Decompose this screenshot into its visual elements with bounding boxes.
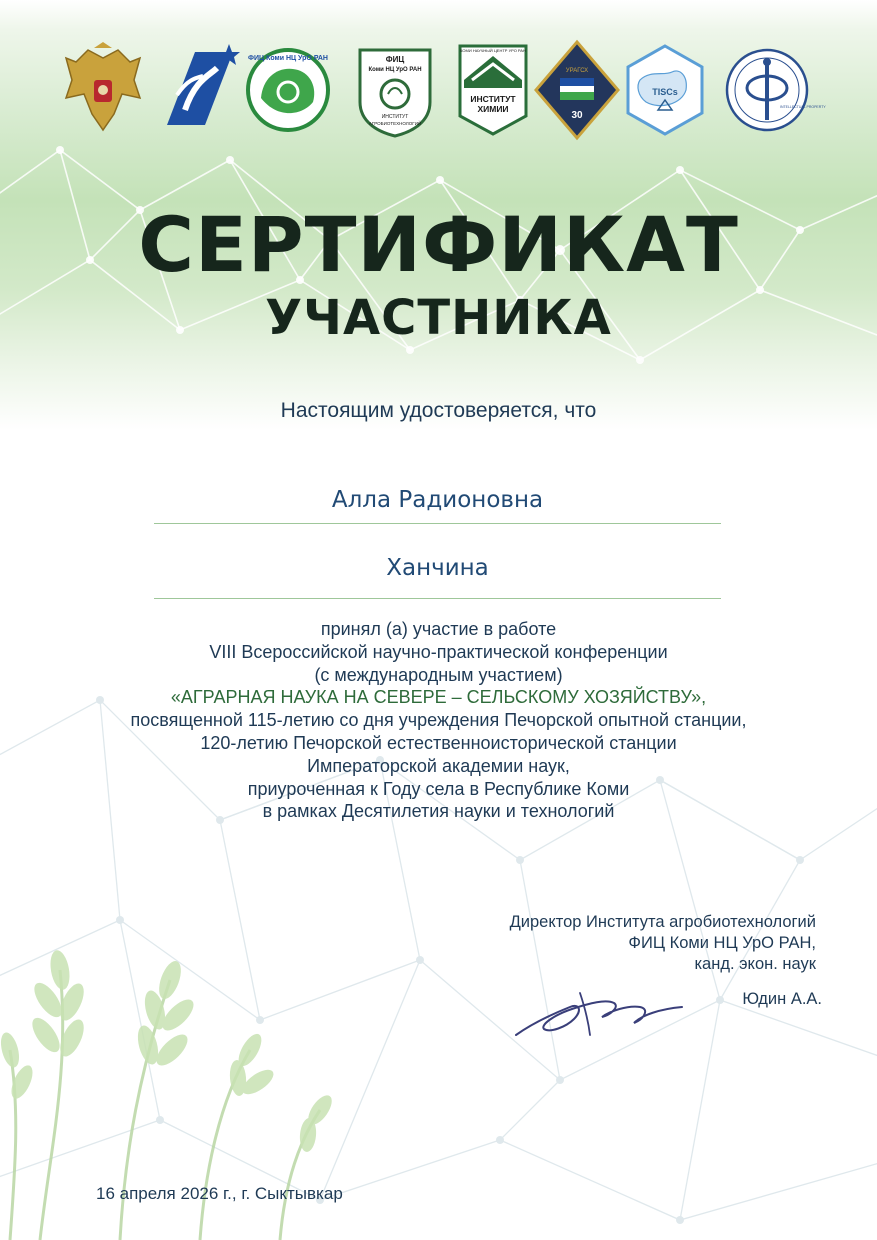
participant-last-name: Ханчина xyxy=(386,555,489,581)
certificate-body xyxy=(20,618,857,823)
handwritten-signature xyxy=(510,985,690,1045)
partner-logos-row xyxy=(0,40,877,140)
intellectual-property-logo xyxy=(722,40,826,140)
body-line-6: 120-летию Печорской естественноисторической станции xyxy=(200,732,677,753)
university-logo-text: УРАГСХ xyxy=(565,68,589,74)
agro-logo-line3: ИНСТИТУТ xyxy=(381,114,409,120)
body-line-3: (с международным участием) xyxy=(314,664,563,685)
chemistry-institute-logo xyxy=(448,40,538,140)
university-logo-number: 30 xyxy=(571,110,583,121)
name-underline-1 xyxy=(154,523,721,524)
body-line-2: VIII Всероссийской научно-практической конференции xyxy=(209,641,668,662)
tiscs-logo-text: TISCs xyxy=(652,87,678,97)
chem-logo-line3: ХИМИИ xyxy=(477,104,509,114)
body-line-9: в рамках Десятилетия науки и технологий xyxy=(262,801,615,822)
fic-komi-logo xyxy=(243,40,333,140)
name-underline-2 xyxy=(154,598,721,599)
body-line-8: приуроченная к Году села в Республике Коми xyxy=(247,778,630,799)
signatory-position: Директор Института агробиотехнологий xyxy=(509,913,816,931)
date-and-place: 16 апреля 2026 г., г. Сыктывкар xyxy=(96,1184,343,1203)
agro-logo-line4: АГРОБИОТЕХНОЛОГИЙ xyxy=(368,121,422,126)
certificate-subtitle: УЧАСТНИКА xyxy=(265,290,612,346)
body-line-5: посвященной 115-летию со дня учреждения Печорской опытной станции, xyxy=(130,710,747,731)
certifies-text: Настоящим удостоверяется, что xyxy=(280,399,597,422)
signatory-degree: канд. экон. наук xyxy=(694,955,816,973)
agrobiotech-institute-logo xyxy=(350,40,440,140)
participant-first-name: Алла Радионовна xyxy=(331,487,544,513)
university-30-logo xyxy=(532,40,622,140)
fic-komi-logo-text: ФИЦ Коми НЦ УрО РАН xyxy=(248,55,328,62)
signatory-organization: ФИЦ Коми НЦ УрО РАН, xyxy=(628,934,816,952)
agro-logo-line1: ФИЦ xyxy=(385,55,405,64)
conference-title: «АГРАРНАЯ НАУКА НА СЕВЕРЕ – СЕЛЬСКОМУ ХОЗЯЙСТВУ», xyxy=(170,687,707,708)
ip-logo-text: INTELLECTUAL PROPERTY xyxy=(780,105,826,109)
agro-logo-line2: Коми НЦ УрО РАН xyxy=(368,67,422,73)
coat-of-arms-logo xyxy=(58,40,148,140)
signatory-block xyxy=(380,912,816,975)
chem-logo-line2: ИНСТИТУТ xyxy=(470,94,516,104)
tiscs-logo xyxy=(620,40,710,140)
ministry-logo xyxy=(155,40,245,140)
signatory-name: Юдин А.А. xyxy=(742,990,822,1008)
certificate-title: СЕРТИФИКАТ xyxy=(138,200,739,289)
body-line-7: Императорской академии наук, xyxy=(307,755,570,776)
chem-logo-line1: КОМИ НАУЧНЫЙ ЦЕНТР УРО РАН xyxy=(460,48,526,53)
body-line-1: принял (а) участие в работе xyxy=(320,619,557,639)
